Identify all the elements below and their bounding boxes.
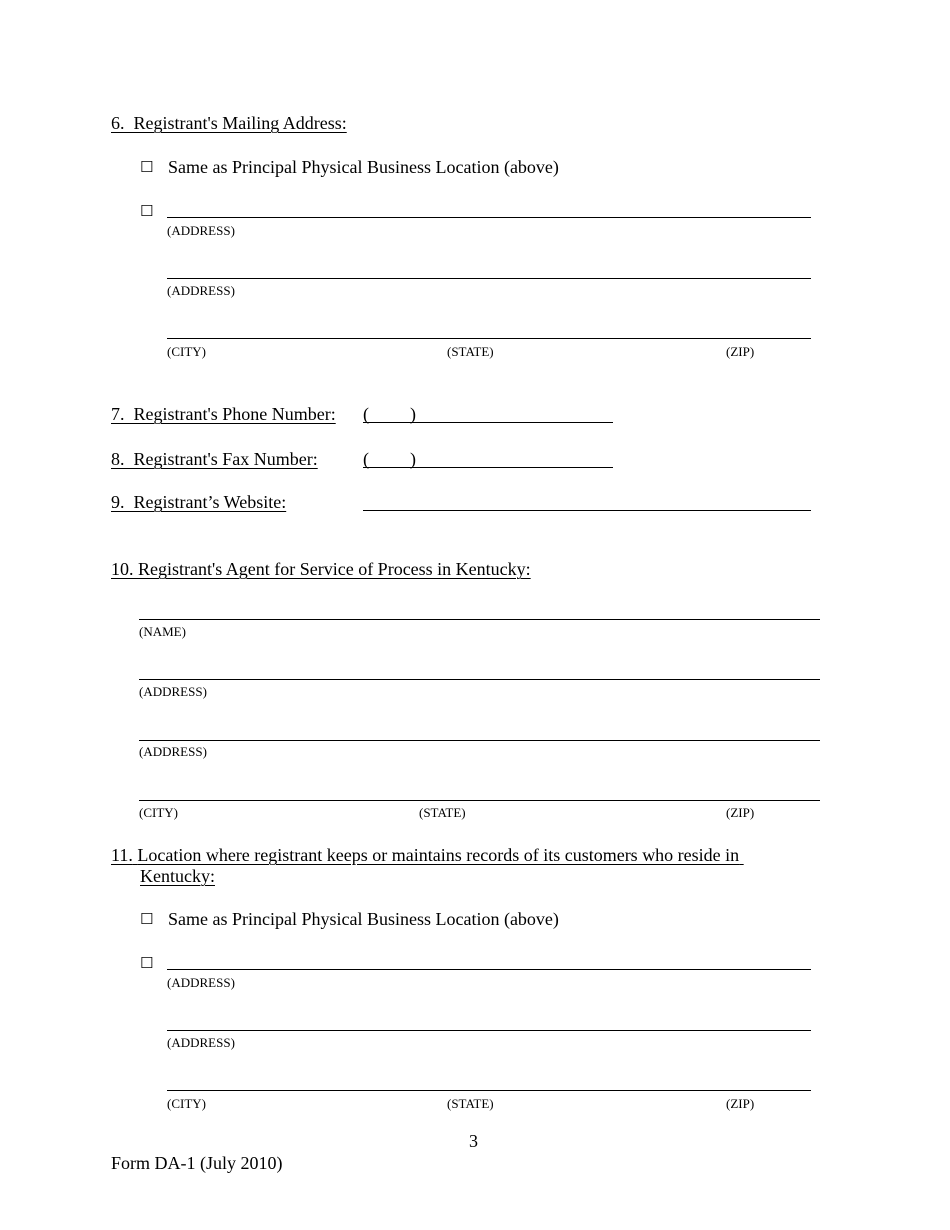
s11-same-checkbox[interactable]: ☐: [140, 910, 154, 928]
s8-area-code-open: (: [363, 449, 369, 469]
s6-address-1-label: (ADDRESS): [167, 223, 235, 238]
s11-state-label: (STATE): [447, 1096, 494, 1111]
section-8-number: 8.: [111, 449, 125, 469]
s10-address-2-field[interactable]: [139, 740, 820, 741]
s11-city-state-zip-field[interactable]: [167, 1090, 811, 1091]
section-9-title: Registrant’s Website:: [133, 492, 287, 512]
section-11-title-line2: Kentucky:: [140, 866, 215, 886]
s10-address-2-label: (ADDRESS): [139, 744, 207, 759]
s11-address-1-label: (ADDRESS): [167, 975, 235, 990]
section-7-title: Registrant's Phone Number:: [133, 404, 336, 424]
section-8-heading: [111, 448, 318, 470]
s6-state-label: (STATE): [447, 344, 494, 359]
section-9-heading: [111, 491, 286, 513]
s11-zip-label: (ZIP): [726, 1096, 755, 1111]
section-10-heading: [111, 558, 531, 580]
s10-address-1-field[interactable]: [139, 679, 820, 680]
section-7-heading: [111, 403, 336, 425]
s6-other-checkbox[interactable]: ☐: [140, 202, 154, 220]
s6-same-checkbox[interactable]: ☐: [140, 158, 154, 176]
section-11-title-line1: Location where registrant keeps or maintains records of its customers who reside in: [137, 845, 740, 865]
s6-address-1-field[interactable]: [167, 217, 811, 218]
s6-same-option-label: Same as Principal Physical Business Location (above): [168, 157, 559, 177]
s8-fax-field[interactable]: [363, 467, 613, 468]
section-8-title: Registrant's Fax Number:: [133, 449, 318, 469]
section-6-heading: [111, 112, 347, 134]
s6-city-label: (CITY): [167, 344, 206, 359]
section-11-number: 11.: [111, 845, 133, 865]
s11-city-label: (CITY): [167, 1096, 206, 1111]
page-number: 3: [469, 1131, 478, 1151]
s11-other-checkbox[interactable]: ☐: [140, 954, 154, 972]
s10-name-field[interactable]: [139, 619, 820, 620]
s6-city-state-zip-field[interactable]: [167, 338, 811, 339]
s10-city-label: (CITY): [139, 805, 178, 820]
s8-area-code-close: ): [410, 449, 416, 469]
s11-address-2-field[interactable]: [167, 1030, 811, 1031]
form-identifier: Form DA-1 (July 2010): [111, 1153, 283, 1173]
s10-address-1-label: (ADDRESS): [139, 684, 207, 699]
s9-website-field[interactable]: [363, 510, 811, 511]
s11-same-option-label: Same as Principal Physical Business Location (above): [168, 909, 559, 929]
s10-name-label: (NAME): [139, 624, 186, 639]
s7-area-code-close: ): [410, 404, 416, 424]
section-6-number: 6.: [111, 113, 125, 133]
s11-address-1-field[interactable]: [167, 969, 811, 970]
s10-zip-label: (ZIP): [726, 805, 755, 820]
s11-address-2-label: (ADDRESS): [167, 1035, 235, 1050]
s6-address-2-label: (ADDRESS): [167, 283, 235, 298]
s7-area-code-open: (: [363, 404, 369, 424]
s6-address-2-field[interactable]: [167, 278, 811, 279]
section-10-title: Registrant's Agent for Service of Process in Kentucky:: [138, 559, 531, 579]
s10-state-label: (STATE): [419, 805, 466, 820]
s7-phone-field[interactable]: [363, 422, 613, 423]
section-7-number: 7.: [111, 404, 125, 424]
section-6-title: Registrant's Mailing Address:: [133, 113, 347, 133]
section-9-number: 9.: [111, 492, 125, 512]
section-11-heading-line1: [111, 844, 744, 866]
s10-city-state-zip-field[interactable]: [139, 800, 820, 801]
s6-zip-label: (ZIP): [726, 344, 755, 359]
section-10-number: 10.: [111, 559, 134, 579]
